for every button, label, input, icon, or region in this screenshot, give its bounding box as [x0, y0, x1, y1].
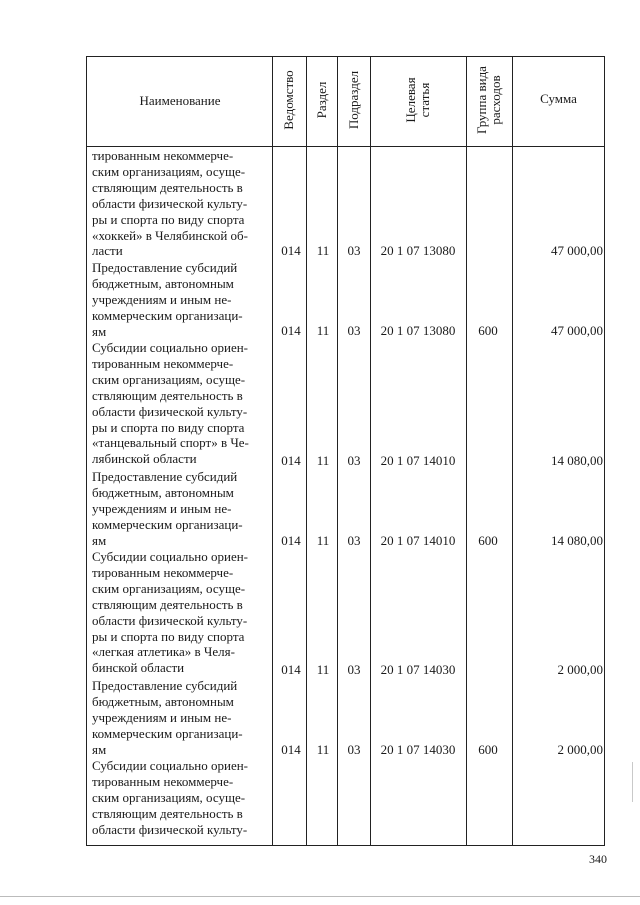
page-number: 340	[589, 852, 607, 866]
header-gruppa-vida-rashodov: Группа вида расходов	[474, 66, 503, 134]
row-name: Предоставление субсидий бюджетным, автономным учреждениям и иным не- коммерческим организаци- ям	[92, 469, 243, 548]
column-divider	[512, 56, 513, 846]
column-divider	[272, 56, 273, 846]
cell-podrazdel: 03	[347, 662, 361, 677]
column-divider	[337, 56, 338, 846]
cell-vedomstvo: 014	[281, 323, 301, 338]
cell-gruppa: 600	[478, 533, 498, 548]
cell-razdel: 11	[316, 243, 330, 258]
cell-razdel: 11	[316, 662, 330, 677]
row-name: Предоставление субсидий бюджетным, автономным учреждениям и иным не- коммерческим организаци- ям	[92, 260, 243, 339]
row-name: Предоставление субсидий бюджетным, автономным учреждениям и иным не- коммерческим организаци- ям	[92, 678, 243, 757]
cell-summa: 2 000,00	[557, 742, 603, 757]
header-summa: Сумма	[540, 91, 577, 106]
cell-razdel: 11	[316, 453, 330, 468]
cell-summa: 2 000,00	[557, 662, 603, 677]
cell-celevaya-statya: 20 1 07 14030	[380, 662, 456, 677]
cell-podrazdel: 03	[347, 243, 361, 258]
header-razdel: Раздел	[314, 81, 329, 119]
column-divider	[306, 56, 307, 846]
cell-summa: 47 000,00	[551, 323, 603, 338]
row-name: тированным некоммерче- ским организациям, осуще- ствляющим деятельность в области физической культу- ры и спорта по виду спорта «хоккей» в Челябинской об- ласти	[92, 148, 248, 259]
column-divider	[370, 56, 371, 846]
column-divider	[466, 56, 467, 846]
cell-celevaya-statya: 20 1 07 14030	[380, 742, 456, 757]
header-vedomstvo: Ведомство	[281, 70, 296, 130]
cell-celevaya-statya: 20 1 07 14010	[380, 533, 456, 548]
cell-vedomstvo: 014	[281, 742, 301, 757]
row-name: Субсидии социально ориен- тированным некоммерче- ским организациям, осуще- ствляющим деятельность в области физической культу-	[92, 758, 248, 837]
cell-celevaya-statya: 20 1 07 13080	[380, 323, 456, 338]
cell-summa: 14 080,00	[551, 533, 603, 548]
cell-celevaya-statya: 20 1 07 13080	[380, 243, 456, 258]
cell-razdel: 11	[316, 742, 330, 757]
cell-vedomstvo: 014	[281, 453, 301, 468]
cell-podrazdel: 03	[347, 742, 361, 757]
cell-vedomstvo: 014	[281, 662, 301, 677]
cell-summa: 14 080,00	[551, 453, 603, 468]
cell-razdel: 11	[316, 323, 330, 338]
header-podrazdel: Подраздел	[346, 70, 361, 130]
cell-celevaya-statya: 20 1 07 14010	[380, 453, 456, 468]
scan-edge	[632, 762, 633, 802]
cell-razdel: 11	[316, 533, 330, 548]
header-divider	[86, 146, 605, 147]
cell-podrazdel: 03	[347, 323, 361, 338]
cell-podrazdel: 03	[347, 453, 361, 468]
scan-edge	[0, 896, 640, 897]
cell-vedomstvo: 014	[281, 533, 301, 548]
cell-vedomstvo: 014	[281, 243, 301, 258]
header-celevaya-statya: Целевая статья	[403, 77, 432, 123]
row-name: Субсидии социально ориен- тированным некоммерче- ским организациям, осуще- ствляющим деятельность в области физической культу- ры и спорта по виду спорта «легкая атлетика» в Челя- бинской области	[92, 549, 248, 676]
header-name: Наименование	[139, 93, 221, 108]
cell-podrazdel: 03	[347, 533, 361, 548]
cell-gruppa: 600	[478, 323, 498, 338]
row-name: Субсидии социально ориен- тированным некоммерче- ским организациям, осуще- ствляющим деятельность в области физической культу- ры и спорта по виду спорта «танцевальный спорт» в Че- лябинской области	[92, 340, 249, 467]
cell-summa: 47 000,00	[551, 243, 603, 258]
cell-gruppa: 600	[478, 742, 498, 757]
